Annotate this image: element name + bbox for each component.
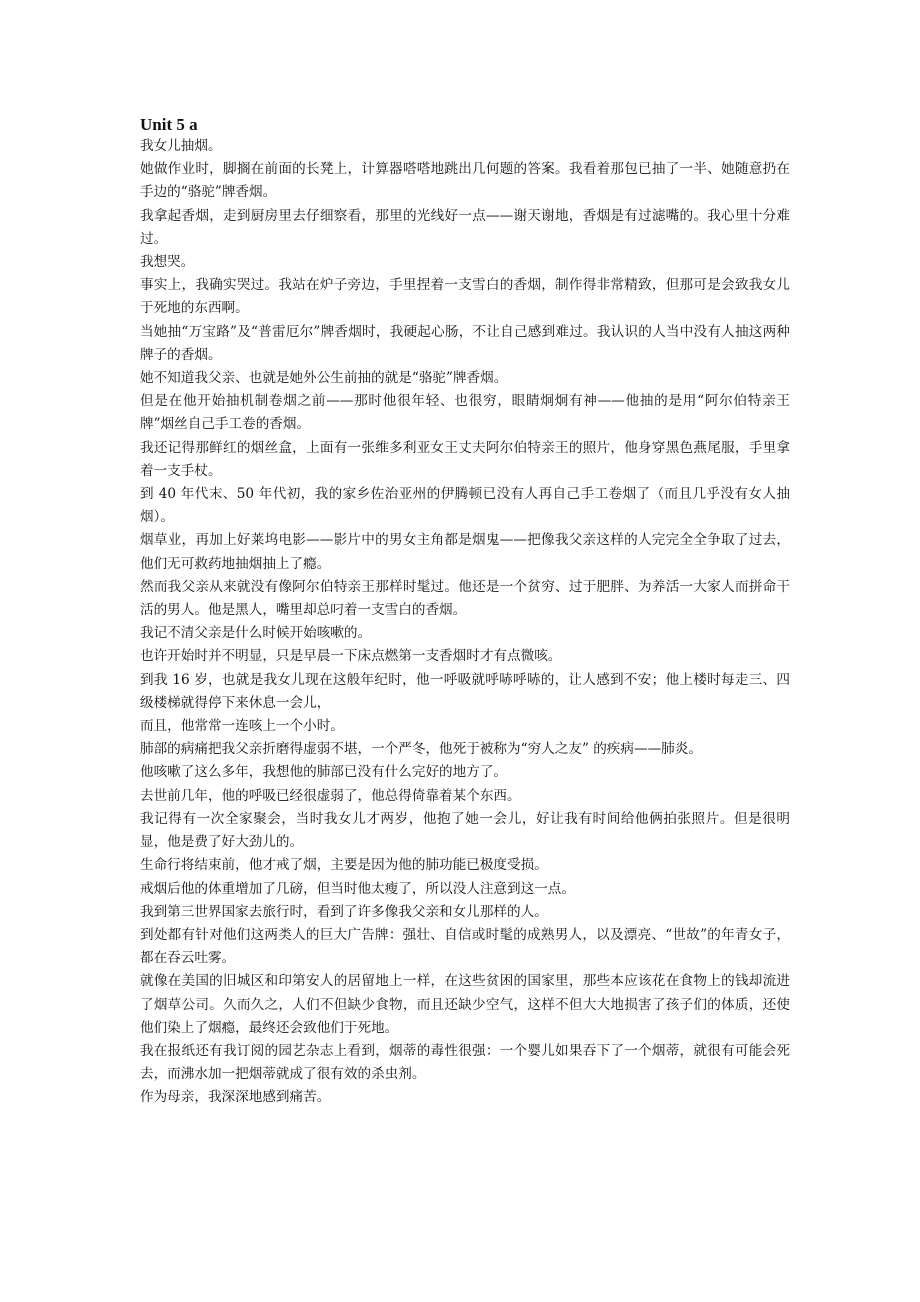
paragraph: 肺部的病痛把我父亲折磨得虚弱不堪，一个严冬，他死于被称为“穷人之友” 的疾病——肺炎。 <box>140 741 702 758</box>
paragraph: 她不知道我父亲、也就是她外公生前抽的就是“骆驼”牌香烟。 <box>140 370 508 387</box>
paragraph: 我记不清父亲是什么时候开始咳嗽的。 <box>140 625 372 642</box>
document-title: Unit 5 a <box>140 115 198 134</box>
paragraph: 去世前几年，他的呼吸已经很虚弱了，他总得倚靠着某个东西。 <box>140 787 521 804</box>
paragraph: 戒烟后他的体重增加了几磅，但当时他太瘦了，所以没人注意到这一点。 <box>140 880 575 897</box>
paragraph: 我拿起香烟，走到厨房里去仔细察看，那里的光线好一点——谢天谢地，香烟是有过滤嘴的。我心里十分难过。 <box>140 207 790 247</box>
paragraph: 而且，他常常一连咳上一个小时。 <box>140 718 344 735</box>
paragraph: 然而我父亲从来就没有像阿尔伯特亲王那样时髦过。他还是一个贫穷、过于肥胖、为养活一大家人而拼命干活的男人。他是黑人，嘴里却总叼着一支雪白的香烟。 <box>140 578 790 619</box>
paragraph: 当她抽“万宝路”及“普雷厄尔”牌香烟时，我硬起心肠，不让自己感到难过。我认识的人当中没有人抽这两种牌子的香烟。 <box>140 323 790 363</box>
paragraph: 到处都有针对他们这两类人的巨大广告牌：强壮、自信或时髦的成熟男人，以及漂亮、“世故”的年青女子，都在吞云吐雾。 <box>140 926 790 967</box>
paragraph: 他咳嗽了这么多年，我想他的肺部已没有什么完好的地方了。 <box>140 764 508 781</box>
paragraph: 到 40 年代末、50 年代初，我的家乡佐治亚州的伊腾顿已没有人再自己手工卷烟了（而且几乎没有女人抽烟）。 <box>140 486 790 526</box>
paragraph: 我女儿抽烟。 <box>140 138 222 154</box>
paragraph: 烟草业，再加上好莱坞电影——影片中的男女主角都是烟鬼——把像我父亲这样的人完完全全争取了过去，他们无可救药地抽烟抽上了瘾。 <box>140 532 790 572</box>
paragraph: 我到第三世界国家去旅行时，看到了许多像我父亲和女儿那样的人。 <box>140 903 548 920</box>
paragraph: 事实上，我确实哭过。我站在炉子旁边，手里捏着一支雪白的香烟，制作得非常精致，但那可是会致我女儿于死地的东西啊。 <box>140 277 790 317</box>
paragraph: 作为母亲，我深深地感到痛苦。 <box>140 1089 331 1106</box>
paragraph: 到我 16 岁，也就是我女儿现在这般年纪时，他一呼吸就呼哧呼哧的，让人感到不安；他上楼时每走三、四级楼梯就得停下来休息一会儿， <box>140 671 790 711</box>
paragraph: 我想哭。 <box>140 254 195 271</box>
paragraph: 我还记得那鲜红的烟丝盒，上面有一张维多利亚女王丈夫阿尔伯特亲王的照片，他身穿黑色燕尾服，手里拿着一支手杖。 <box>140 439 790 479</box>
paragraph: 但是在他开始抽机制卷烟之前——那时他很年轻、也很穷，眼睛炯炯有神——他抽的是用“阿尔伯特亲王牌”烟丝自己手工卷的香烟。 <box>140 393 790 433</box>
paragraph: 我在报纸还有我订阅的园艺杂志上看到，烟蒂的毒性很强：一个婴儿如果吞下了一个烟蒂，就很有可能会死去，而沸水加一把烟蒂就成了很有效的杀虫剂。 <box>140 1042 790 1083</box>
paragraph: 她做作业时，脚搁在前面的长凳上，计算器嗒嗒地跳出几何题的答案。我看着那包已抽了一半、她随意扔在手边的“骆驼”牌香烟。 <box>140 161 790 201</box>
paragraph: 生命行将结束前，他才戒了烟，主要是因为他的肺功能已极度受损。 <box>140 857 548 874</box>
paragraph: 也许开始时并不明显，只是早晨一下床点燃第一支香烟时才有点微咳。 <box>140 648 562 665</box>
paragraph: 就像在美国的旧城区和印第安人的居留地上一样，在这些贫困的国家里，那些本应该花在食物上的钱却流进了烟草公司。久而久之，人们不但缺少食物，而且还缺少空气，这样不但大大地损害了孩子们的体质，还使他们染上了烟瘾，最终还会致他们于死地。 <box>140 973 790 1036</box>
document-body <box>140 114 790 1110</box>
paragraph: 我记得有一次全家聚会，当时我女儿才两岁，他抱了她一会儿，好让我有时间给他俩拍张照片。但是很明显，他是费了好大劲儿的。 <box>140 810 790 851</box>
